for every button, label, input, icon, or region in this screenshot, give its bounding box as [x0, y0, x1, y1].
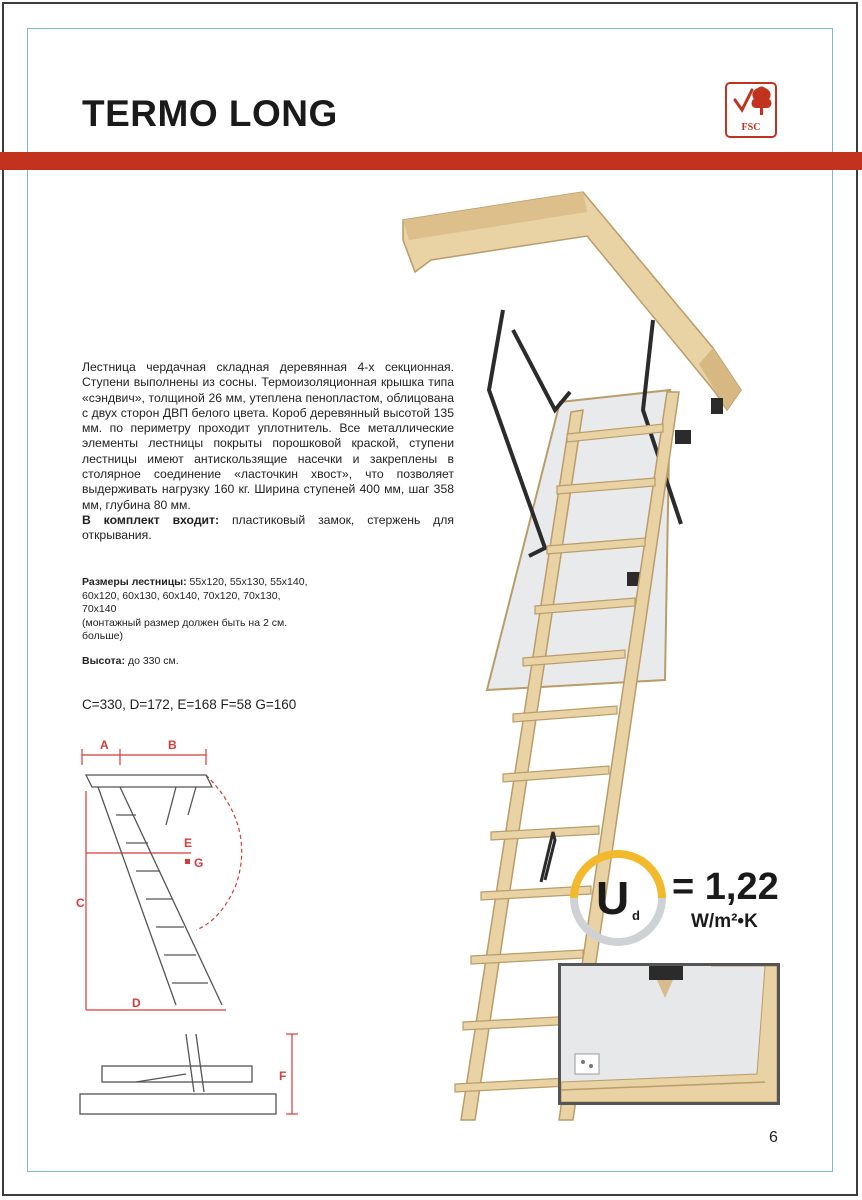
hinge-bracket-3: [711, 398, 723, 414]
label-a: A: [100, 738, 109, 752]
fsc-logo: [725, 82, 777, 138]
sizes-note: (монтажный размер должен быть на 2 см. больше): [82, 616, 288, 642]
hinge-bracket: [675, 430, 691, 444]
kit-label: В комплект входит:: [82, 512, 220, 527]
description-paragraph: Лестница чердачная складная деревянная 4-х секционная. Ступени выполнены из сосны. Термоизоляционная крышка типа «сэндвич», толщиной 26 мм, утеплена пенопластом, облицована с двух сторон ДВП белого цвета. Короб деревянный высотой 135 мм. по периметру проходит уплотнитель. Все металлические элементы лестницы покрыты порошковой краской, ступени лестницы имеют антискользящие насечки и закреплены в столярное соединение «ласточкин хвост», что позволяет выдерживать нагрузку 160 кг. Ширина ступеней 400 мм, шаг 358 мм, глубина 80 мм.: [82, 360, 454, 512]
folded-ladder-shape: [80, 1034, 276, 1114]
sizes-text: 55x120, 55x130, 55x140, 60x120, 60x130, 60x140, 70x120, 70x130, 70x140: [82, 576, 308, 615]
left-hinge-arm: [489, 310, 545, 556]
sizes-label: Размеры лестницы:: [82, 576, 187, 588]
fsc-tree-check-icon: [727, 84, 775, 124]
height-block: [82, 655, 179, 667]
label-b: B: [168, 738, 177, 752]
fsc-label: FSC: [741, 122, 761, 133]
header-red-band: [0, 152, 862, 170]
g-marker: [185, 859, 190, 864]
dimensions-line: C=330, D=172, E=168 F=58 G=160: [82, 697, 297, 712]
label-e: E: [184, 836, 193, 850]
left-hinge-brace: [513, 330, 570, 410]
label-f: F: [279, 1069, 287, 1083]
ladder-latch: [541, 832, 555, 882]
label-d: D: [132, 996, 141, 1010]
hatch-photo: [558, 963, 780, 1105]
hatch-photo-drawing: [561, 966, 777, 1102]
ladder-dimension-diagram: [76, 735, 256, 1025]
diagram-ladder-shape: [86, 775, 222, 1005]
ud-subscript: d: [632, 908, 640, 923]
ud-symbol: U: [596, 872, 630, 924]
label-g: G: [194, 856, 204, 870]
page-number: 6: [769, 1129, 778, 1146]
f-dimension-line: [286, 1034, 298, 1114]
dimension-lines: [82, 749, 242, 1010]
height-label: Высота:: [82, 655, 126, 667]
page-title: TERMO LONG: [82, 93, 338, 134]
ud-badge-icon: [568, 848, 668, 948]
sizes-block: [82, 576, 312, 644]
ud-unit: W/m²•K: [691, 911, 758, 932]
ud-value: = 1,22: [672, 866, 779, 908]
label-c: C: [76, 896, 85, 910]
folded-ladder-diagram: [76, 1028, 306, 1122]
height-text: до 330 см.: [125, 655, 179, 667]
kit-text: пластиковый замок, стержень для открывания.: [82, 512, 454, 543]
